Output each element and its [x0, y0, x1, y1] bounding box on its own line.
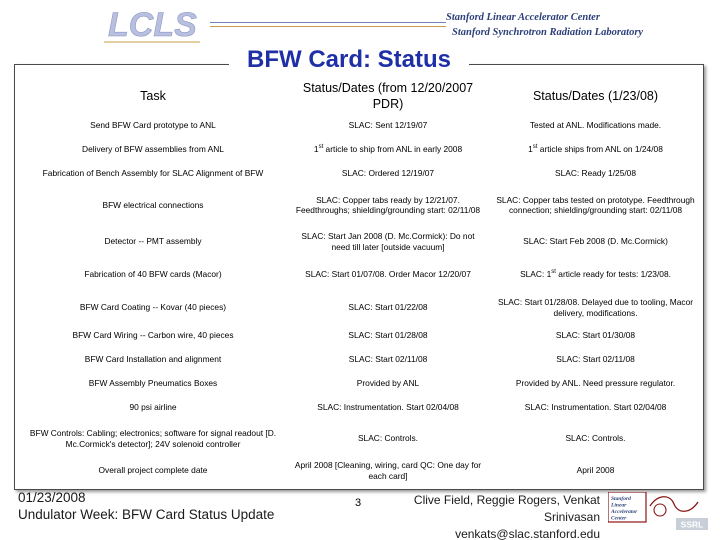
- header-divider-accent: [210, 26, 446, 27]
- task-cell: BFW Card Wiring -- Carbon wire, 40 pieces: [72, 330, 234, 341]
- table-row: [18, 258, 703, 291]
- task-cell: BFW Card Coating -- Kovar (40 pieces): [79, 302, 227, 313]
- current-status-cell: Provided by ANL. Need pressure regulator.: [515, 377, 676, 388]
- pdr-status-cell: SLAC: Controls.: [357, 433, 419, 444]
- pdr-status-cell: SLAC: Start 01/07/08. Order Macor 12/20/07: [305, 269, 471, 280]
- current-status-cell: SLAC: Copper tabs tested on prototype. Feedthrough connection; shielding/grounding start: 02/11/08: [496, 194, 695, 215]
- table-row: [18, 185, 703, 225]
- current-status-cell: SLAC: 1st article ready for tests: 1/23/08.: [520, 269, 671, 280]
- table-row: [18, 420, 703, 457]
- table-row: [18, 161, 703, 185]
- lcls-logo: [104, 6, 200, 46]
- header-divider: [210, 22, 446, 23]
- current-status-cell: SLAC: Start Feb 2008 (D. Mc.Cormick): [523, 236, 668, 247]
- footer-event: Undulator Week: BFW Card Status Update: [18, 507, 275, 522]
- pdr-status-cell: SLAC: Instrumentation. Start 02/04/08: [317, 402, 459, 413]
- lcls-logo-text: LCLS: [108, 6, 197, 44]
- task-cell: Fabrication of 40 BFW cards (Macor): [84, 269, 222, 280]
- pdr-status-cell: Provided by ANL: [356, 377, 420, 388]
- current-status-cell: SLAC: Instrumentation. Start 02/04/08: [524, 402, 667, 413]
- current-status-cell: SLAC: Start 01/30/08: [555, 330, 636, 341]
- current-status-cell: SLAC: Start 01/28/08. Delayed due to tooling, Macor delivery, modifications.: [497, 297, 694, 318]
- table-row: [18, 371, 703, 395]
- task-cell: BFW electrical connections: [102, 199, 204, 210]
- task-cell: Delivery of BFW assemblies from ANL: [82, 143, 224, 154]
- task-cell: BFW Controls: Cabling; electronics; software for signal readout [D. Mc.Cormick's detector]; 24V solenoid controller: [29, 428, 277, 449]
- pdr-status-cell: SLAC: Start 02/11/08: [348, 353, 428, 364]
- task-cell: Fabrication of Bench Assembly for SLAC Alignment of BFW: [42, 167, 264, 178]
- task-cell: BFW Assembly Pneumatics Boxes: [88, 377, 218, 388]
- column-header-task: Task: [140, 88, 166, 103]
- current-status-cell: SLAC: Ready 1/25/08: [554, 167, 636, 178]
- table-row: [18, 347, 703, 371]
- table-row: [18, 113, 703, 137]
- pdr-status-cell: SLAC: Copper tabs ready by 12/21/07. Feedthroughs; shielding/grounding start: 02/11/08: [295, 194, 481, 215]
- stanford-ssrl-logo: [608, 492, 708, 532]
- table-row: [18, 137, 703, 161]
- current-status-cell: 1st article ships from ANL on 1/24/08: [528, 143, 663, 154]
- pdr-status-cell: SLAC: Ordered 12/19/07: [341, 167, 435, 178]
- org-line-slac: Stanford Linear Accelerator Center: [446, 12, 600, 23]
- column-header-pdr-status: Status/Dates (from 12/20/2007 PDR): [302, 80, 474, 111]
- footer-date: 01/23/2008: [18, 490, 86, 505]
- task-cell: Send BFW Card prototype to ANL: [90, 119, 216, 130]
- pdr-status-cell: SLAC: Start 01/28/08: [348, 330, 428, 341]
- table-row: [18, 457, 703, 484]
- page-title: BFW Card: Status: [229, 45, 469, 75]
- pdr-status-cell: SLAC: Start 01/22/08: [348, 302, 428, 313]
- column-header-current-status: Status/Dates (1/23/08): [532, 88, 659, 103]
- pdr-status-cell: 1st article to ship from ANL in early 2008: [313, 143, 463, 154]
- authors-line-1: Clive Field, Reggie Rogers, Venkat: [413, 493, 600, 507]
- org-names: [446, 10, 716, 40]
- status-table: [18, 78, 703, 484]
- current-status-cell: April 2008: [576, 465, 615, 476]
- pdr-status-cell: April 2008 [Cleaning, wiring, card QC: One day for each card]: [294, 460, 482, 481]
- footer-left: [18, 489, 274, 523]
- ring-icon: [654, 504, 666, 516]
- stanford-logo-text: Stanford Linear Accelerator Center: [611, 496, 638, 522]
- table-row: [18, 225, 703, 258]
- table-row: [18, 324, 703, 347]
- current-status-cell: Tested at ANL. Modifications made.: [529, 119, 662, 130]
- table-row: [18, 291, 703, 324]
- task-cell: 90 psi airline: [129, 402, 177, 413]
- table-row: [18, 395, 703, 420]
- current-status-cell: SLAC: Controls.: [565, 433, 626, 444]
- task-cell: BFW Card Installation and alignment: [84, 353, 222, 364]
- ssrl-swirl-icon: [650, 497, 698, 512]
- author-email: venkats@slac.stanford.edu: [455, 527, 600, 540]
- footer-authors: [400, 492, 600, 540]
- ssrl-logo-text: SSRL: [680, 519, 704, 530]
- authors-line-2: Srinivasan: [543, 510, 600, 524]
- page-number: 3: [355, 497, 362, 509]
- task-cell: Detector -- PMT assembly: [104, 236, 202, 247]
- current-status-cell: SLAC: Start 02/11/08: [556, 353, 635, 364]
- org-line-ssrl: Stanford Synchrotron Radiation Laboratory: [452, 27, 644, 38]
- pdr-status-cell: SLAC: Start Jan 2008 (D. Mc.Cormick): Do not need till later [outside vacuum]: [301, 231, 475, 252]
- pdr-status-cell: SLAC: Sent 12/19/07: [348, 119, 428, 130]
- table-header-row: [18, 78, 703, 113]
- task-cell: Overall project complete date: [98, 465, 208, 476]
